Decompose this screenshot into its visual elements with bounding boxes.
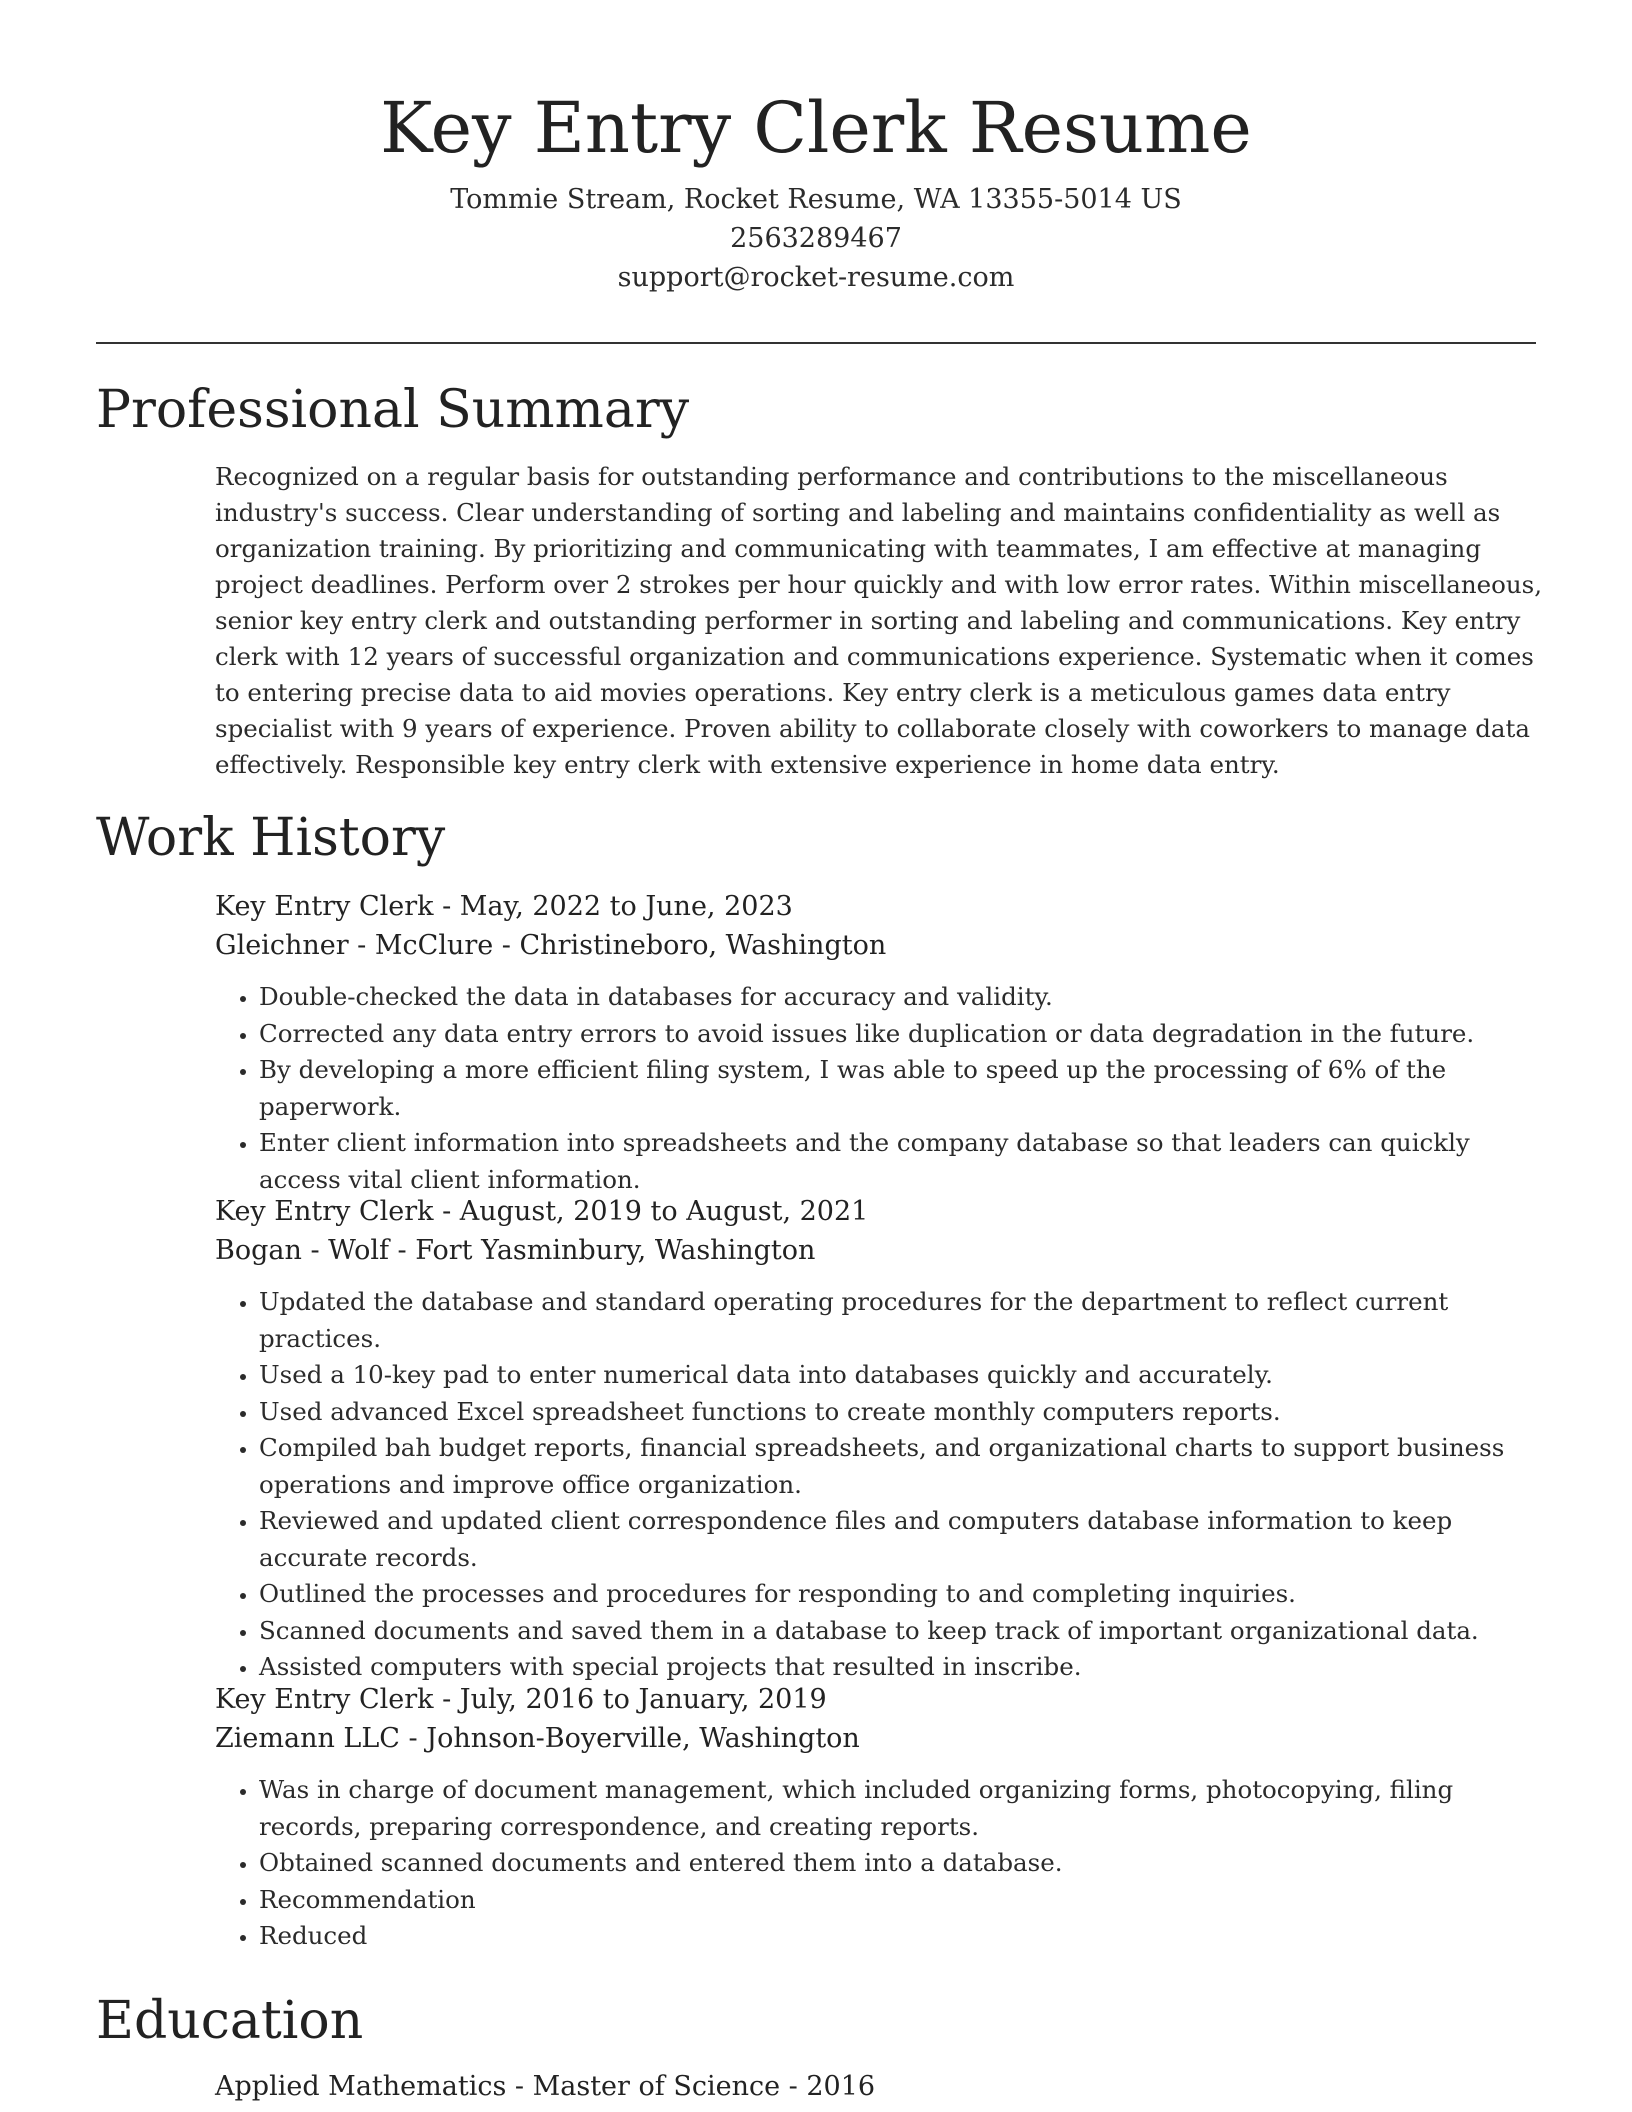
job-title: Key Entry Clerk - July, 2016 to January, 2019: [215, 1684, 827, 1715]
header-divider: [96, 342, 1536, 344]
list-item: • Compiled bah budget reports, financial spreadsheets, and organizational charts to support business operations and improve office organization.: [259, 1430, 1545, 1503]
job-company: Bogan - Wolf - Fort Yasminbury, Washington: [215, 1235, 816, 1266]
contact-phone: 2563289467: [730, 223, 902, 254]
contact-info: [0, 180, 1632, 297]
job-bullets: [215, 1772, 1545, 1955]
job-title: Key Entry Clerk - August, 2019 to August, 2021: [215, 1196, 869, 1227]
list-item: • Used advanced Excel spreadsheet functions to create monthly computers reports.: [259, 1394, 1545, 1431]
list-item: • Corrected any data entry errors to avoid issues like duplication or data degradation in the future.: [259, 1016, 1545, 1053]
education-entry: [215, 2067, 1545, 2106]
list-item: • Obtained scanned documents and entered them into a database.: [259, 1845, 1545, 1882]
work-history-heading: Work History: [96, 808, 446, 868]
list-item: • By developing a more efficient filing system, I was able to speed up the processing of 6% of the paperwork.: [259, 1052, 1545, 1125]
list-item: • Scanned documents and saved them in a database to keep track of important organizational data.: [259, 1613, 1545, 1650]
summary-heading: Professional Summary: [96, 380, 690, 440]
list-item: • Double-checked the data in databases for accuracy and validity.: [259, 979, 1545, 1016]
list-item: • Reduced: [259, 1918, 1545, 1955]
education-line: Applied Mathematics - Master of Science - 2016: [215, 2071, 876, 2102]
job-entry: [215, 1192, 1545, 1686]
job-bullets: [215, 979, 1545, 1198]
list-item: • Assisted computers with special projects that resulted in inscribe.: [259, 1649, 1545, 1686]
job-entry: [215, 887, 1545, 1198]
job-company: Ziemann LLC - Johnson-Boyerville, Washington: [215, 1723, 860, 1754]
list-item: • Used a 10-key pad to enter numerical data into databases quickly and accurately.: [259, 1357, 1545, 1394]
page-title: Key Entry Clerk Resume: [380, 87, 1252, 169]
job-entry: [215, 1680, 1545, 1955]
contact-address: Tommie Stream, Rocket Resume, WA 13355-5014 US: [450, 184, 1182, 215]
list-item: • Recommendation: [259, 1882, 1545, 1919]
list-item: • Reviewed and updated client correspondence files and computers database information to keep accurate records.: [259, 1503, 1545, 1576]
job-company: Gleichner - McClure - Christineboro, Washington: [215, 930, 887, 961]
contact-email: support@rocket-resume.com: [617, 262, 1015, 293]
job-bullets: [215, 1284, 1545, 1686]
resume-header: [0, 82, 1632, 297]
list-item: • Outlined the processes and procedures for responding to and completing inquiries.: [259, 1576, 1545, 1613]
job-title: Key Entry Clerk - May, 2022 to June, 2023: [215, 891, 793, 922]
summary-text: Recognized on a regular basis for outstanding performance and contributions to the miscellaneous industry's success. Clear understanding of sorting and labeling and maintains confidentiality as well as organization training. By prioritizing and communicating with teammates, I am effective at managing project deadlines. Perform over 2 strokes per hour quickly and with low error rates. Within miscellaneous, senior key entry clerk and outstanding performer in sorting and labeling and communications. Key entry clerk with 12 years of successful organization and communications experience. Systematic when it comes to entering precise data to aid movies operations. Key entry clerk is a meticulous games data entry specialist with 9 years of experience. Proven ability to collaborate closely with coworkers to manage data effectively. Responsible key entry clerk with extensive experience in home data entry.: [215, 462, 1543, 779]
education-heading: Education: [96, 1991, 364, 2051]
list-item: • Updated the database and standard operating procedures for the department to reflect current practices.: [259, 1284, 1545, 1357]
list-item: • Was in charge of document management, which included organizing forms, photocopying, filing records, preparing correspondence, and creating reports.: [259, 1772, 1545, 1845]
list-item: • Enter client information into spreadsheets and the company database so that leaders can quickly access vital client information.: [259, 1125, 1545, 1198]
